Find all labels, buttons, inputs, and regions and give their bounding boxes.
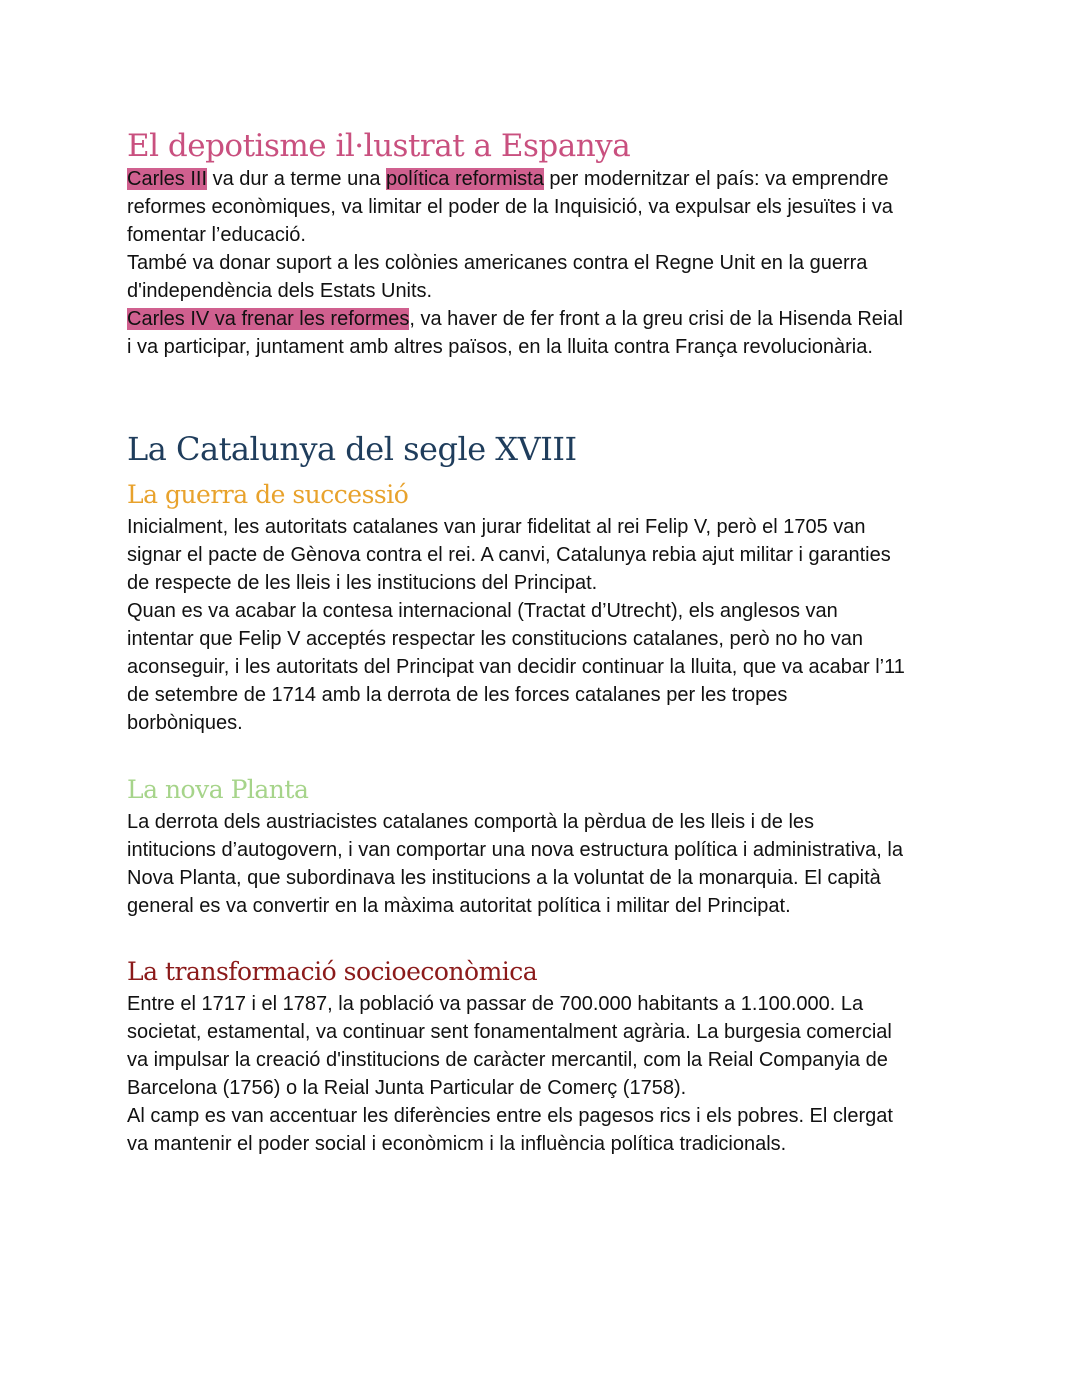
text-line: va mantenir el poder social i econòmicm i la influència política tradicionals. — [127, 1133, 787, 1155]
text-line: Nova Planta, que subordinava les institucions a la voluntat de la monarquia. El capità — [127, 867, 881, 889]
text-line: Al camp es van accentuar les diferències entre els pagesos rics i els pobres. El clergat — [127, 1105, 893, 1127]
subsection-title: La guerra de successió — [127, 480, 409, 509]
text-line: Entre el 1717 i el 1787, la població va passar de 700.000 habitants a 1.100.000. La — [127, 993, 864, 1015]
text-line: de setembre de 1714 amb la derrota de les forces catalanes per les tropes — [127, 684, 788, 706]
highlight: Carles IV va frenar les reformes — [127, 308, 410, 330]
text-line: d'independència dels Estats Units. — [127, 280, 433, 302]
text-line: signar el pacte de Gènova contra el rei. A canvi, Catalunya rebia ajut militar i garanties — [127, 544, 891, 566]
subsection-succession-war — [127, 480, 1027, 737]
text-line: Quan es va acabar la contesa internacional (Tractat d’Utrecht), els anglesos van — [127, 600, 838, 622]
paragraph — [127, 808, 1027, 920]
text-line: Inicialment, les autoritats catalanes van jurar fidelitat al rei Felip V, però el 1705 van — [127, 516, 866, 538]
text-line: reformes econòmiques, va limitar el poder de la Inquisició, va expulsar els jesuïtes i va — [127, 196, 893, 218]
text-line: aconseguir, i les autoritats del Principat van decidir continuar la lluita, que va acabar l’11 — [127, 656, 905, 678]
text-line: societat, estamental, va continuar sent fonamentalment agrària. La burgesia comercial — [127, 1021, 892, 1043]
text: per modernitzar el país: va emprendre — [543, 168, 889, 190]
text: , va haver de fer front a la greu crisi de la Hisenda Reial — [409, 308, 903, 330]
text-line: intentar que Felip V acceptés respectar les constitucions catalanes, però no ho van — [127, 628, 863, 650]
text: va dur a terme una — [207, 168, 387, 190]
text-line: borbòniques. — [127, 712, 243, 734]
subsection-title: La nova Planta — [127, 775, 309, 804]
subsection-socioeconomic — [127, 957, 1027, 1158]
paragraph — [127, 165, 1027, 361]
highlight: política reformista — [386, 168, 544, 190]
paragraph — [127, 990, 1027, 1158]
text-line: fomentar l’educació. — [127, 224, 306, 246]
text-line: Barcelona (1756) o la Reial Junta Particular de Comerç (1758). — [127, 1077, 687, 1099]
subsection-title: La transformació socioeconòmica — [127, 957, 538, 986]
section-title: La Catalunya del segle XVIII — [127, 430, 577, 468]
subsection-nova-planta — [127, 775, 1027, 920]
text-line — [127, 165, 1027, 193]
text-line — [127, 305, 1027, 333]
section-despotism — [127, 128, 1027, 361]
highlight: Carles III — [127, 168, 208, 190]
text-line: va impulsar la creació d'institucions de caràcter mercantil, com la Reial Companyia de — [127, 1049, 888, 1071]
section-catalonia-title — [127, 430, 1027, 468]
text-line: També va donar suport a les colònies americanes contra el Regne Unit en la guerra — [127, 252, 868, 274]
section-title: El depotisme il·lustrat a Espanya — [127, 128, 631, 164]
text-line: intitucions d’autogovern, i van comportar una nova estructura política i administrativa, la — [127, 839, 903, 861]
text-line: i va participar, juntament amb altres països, en la lluita contra França revolucionària. — [127, 336, 873, 358]
text-line: de respecte de les lleis i les institucions del Principat. — [127, 572, 598, 594]
text-line: La derrota dels austriacistes catalanes comportà la pèrdua de les lleis i de les — [127, 811, 815, 833]
text-line: general es va convertir en la màxima autoritat política i militar del Principat. — [127, 895, 791, 917]
paragraph — [127, 513, 1027, 737]
